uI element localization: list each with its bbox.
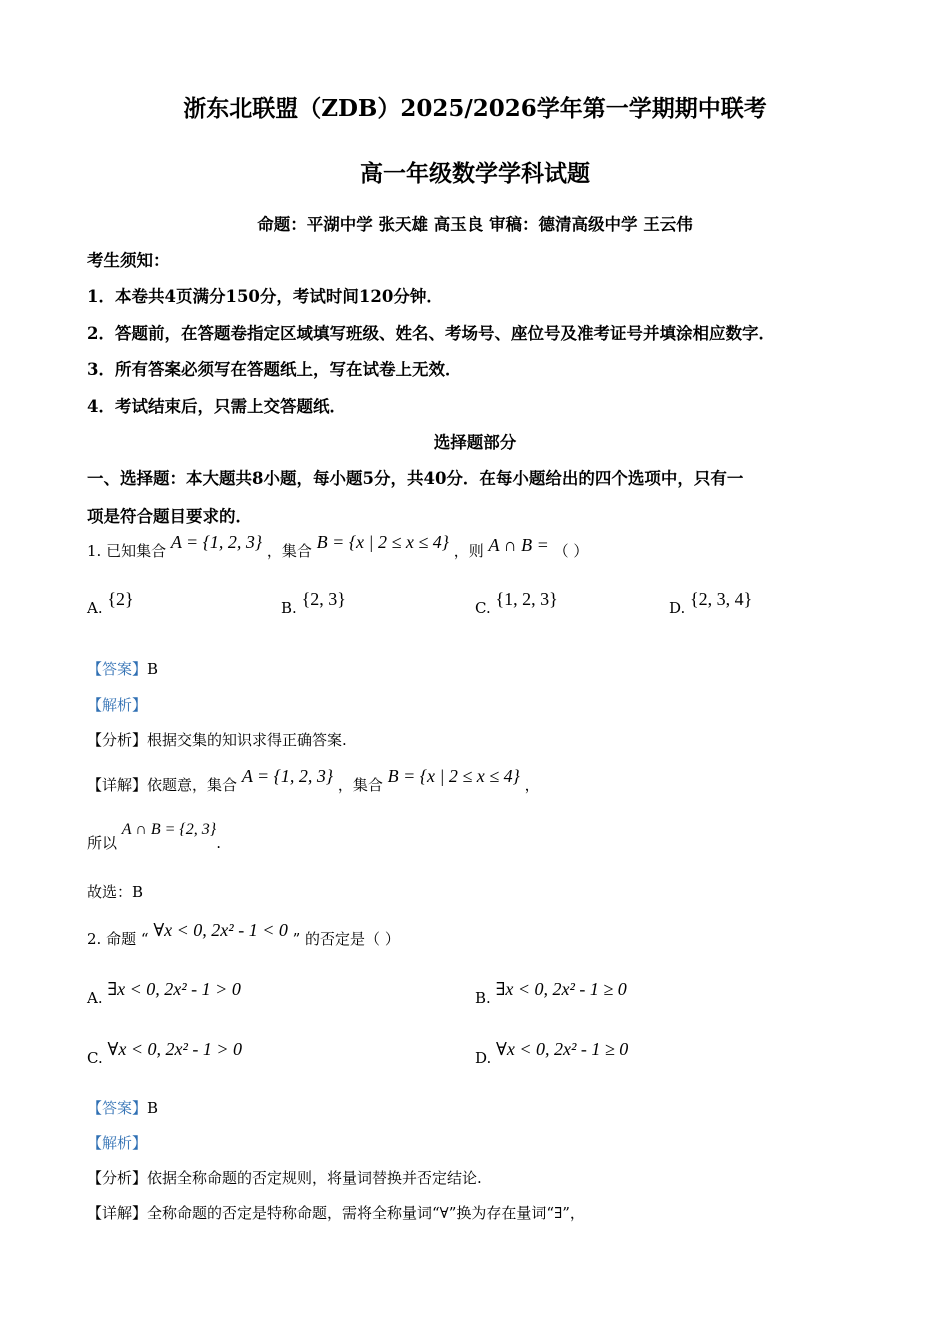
q1-set-a: A = {1, 2, 3} [170, 532, 263, 552]
exam-subtitle: 高一年级数学学科试题 [360, 160, 590, 187]
option-label: A. [87, 599, 103, 617]
q1-answer [87, 658, 158, 679]
option-label: D. [669, 599, 686, 617]
option-value: {2, 3} [301, 589, 346, 609]
detail-tag: 【详解】 [87, 776, 148, 794]
q2-prop: ∀x < 0, 2x² - 1 < 0 [153, 920, 288, 940]
q1-prefix: 1. 已知集合 [87, 542, 167, 560]
fenxi-tag: 【分析】 [87, 1169, 148, 1187]
detail-text: ，集合 [337, 776, 383, 794]
answer-tag: 【答案】 [87, 1099, 148, 1117]
option-value: {2} [107, 589, 134, 609]
notice-item-3: 3．所有答案必须写在答题纸上，写在试卷上无效． [87, 360, 462, 379]
q1-option-c [475, 589, 558, 618]
q2-detail [87, 1202, 585, 1223]
option-label: D. [475, 1049, 492, 1067]
question-2 [87, 920, 400, 949]
option-label: B. [475, 989, 491, 1007]
option-value: ∀x < 0, 2x² - 1 ≥ 0 [496, 1039, 629, 1059]
q1-so [87, 821, 221, 853]
q2-option-a [87, 979, 241, 1008]
fenxi-text: 依据全称命题的否定规则，将量词替换并否定结论. [147, 1169, 482, 1187]
question-1 [87, 532, 589, 561]
detail-tag: 【详解】 [87, 1204, 148, 1222]
notice-item-4: 4．考试结束后，只需上交答题纸． [87, 397, 346, 416]
option-value: ∀x < 0, 2x² - 1 > 0 [107, 1039, 243, 1059]
q2-suffix: ” 的否定是（ ） [292, 930, 400, 948]
q1-detail [87, 766, 540, 795]
so-expr: A ∩ B = {2, 3} [121, 821, 217, 838]
q2-analysis-tag: 【解析】 [87, 1134, 148, 1152]
q1-option-d [669, 589, 753, 618]
q1-analysis-tag: 【解析】 [87, 696, 148, 714]
q1-mid: ，集合 [266, 542, 312, 560]
exam-title: 浙东北联盟（ZDB）2025/2026学年第一学期期中联考 [183, 95, 767, 122]
option-value: {1, 2, 3} [495, 589, 558, 609]
fenxi-text: 根据交集的知识求得正确答案. [147, 731, 347, 749]
detail-set-a: A = {1, 2, 3} [241, 766, 334, 786]
notice-item-1: 1．本卷共4页满分150分，考试时间120分钟． [87, 287, 443, 306]
q1-choose: 故选：B [87, 883, 144, 901]
option-label: B. [281, 599, 297, 617]
q1-option-a [87, 589, 134, 618]
so-prefix: 所以 [87, 834, 118, 852]
exam-authors: 命题：平湖中学 张天雄 高玉良 审稿：德清高级中学 王云伟 [257, 215, 693, 234]
option-value: ∃x < 0, 2x² - 1 ≥ 0 [495, 979, 627, 999]
answer-value: B [147, 660, 159, 678]
so-end: . [216, 834, 221, 852]
section-intro-1: 一、选择题：本大题共8小题，每小题5分，共40分．在每小题给出的四个选项中，只有一 [87, 469, 744, 488]
q2-fenxi [87, 1167, 482, 1188]
q2-option-c [87, 1039, 243, 1068]
detail-set-b: B = {x | 2 ≤ x ≤ 4} [387, 766, 520, 786]
option-value: {2, 3, 4} [690, 589, 753, 609]
option-label: C. [87, 1049, 103, 1067]
q2-option-d [475, 1039, 629, 1068]
q1-option-b [281, 589, 346, 618]
q1-expr: A ∩ B = [488, 535, 549, 555]
q2-answer [87, 1097, 158, 1118]
q1-paren: （ ） [553, 542, 589, 560]
q1-then: ，则 [453, 542, 484, 560]
option-value: ∃x < 0, 2x² - 1 > 0 [107, 979, 241, 999]
detail-text: 依题意，集合 [147, 776, 238, 794]
notice-item-2: 2．答题前，在答题卷指定区域填写班级、姓名、考场号、座位号及准考证号并填涂相应数字． [87, 324, 775, 343]
q1-fenxi [87, 729, 347, 750]
fenxi-tag: 【分析】 [87, 731, 148, 749]
detail-text: 全称命题的否定是特称命题，需将全称量词“∀”换为存在量词“∃”， [147, 1204, 585, 1222]
q2-prefix: 2. 命题 “ [87, 930, 149, 948]
q1-set-b: B = {x | 2 ≤ x ≤ 4} [316, 532, 449, 552]
answer-value: B [147, 1099, 159, 1117]
section-intro-2: 项是符合题目要求的． [87, 507, 252, 526]
q2-option-b [475, 979, 627, 1008]
option-label: A. [87, 989, 103, 1007]
section-title: 选择题部分 [433, 433, 517, 452]
answer-tag: 【答案】 [87, 660, 148, 678]
detail-text: ， [524, 776, 540, 794]
notice-heading: 考生须知： [87, 251, 170, 270]
option-label: C. [475, 599, 491, 617]
